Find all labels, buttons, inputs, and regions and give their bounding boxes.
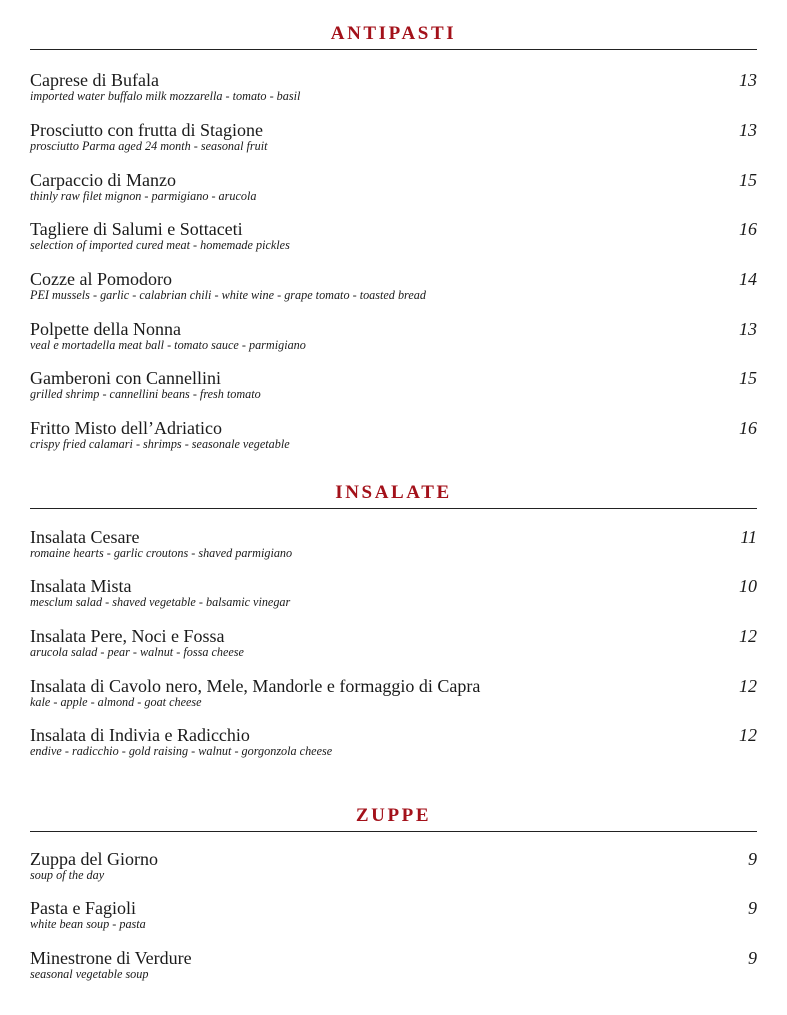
item-name: Insalata Mista: [30, 576, 132, 596]
item-name: Prosciutto con frutta di Stagione: [30, 120, 263, 140]
item-name: Carpaccio di Manzo: [30, 170, 176, 190]
item-price: 9: [748, 849, 757, 869]
menu-item: [30, 170, 757, 210]
menu-item: [30, 676, 757, 716]
menu-item: [30, 948, 757, 988]
section-divider: [30, 49, 757, 50]
item-description: endive - radicchio - gold raising - walnut - gorgonzola cheese: [30, 744, 333, 758]
item-price: 16: [739, 418, 757, 438]
item-name: Tagliere di Salumi e Sottaceti: [30, 219, 243, 239]
item-description: prosciutto Parma aged 24 month - seasonal fruit: [30, 139, 268, 153]
item-price: 16: [739, 219, 757, 239]
menu-item: [30, 626, 757, 666]
item-price: 11: [740, 527, 757, 547]
menu-item: [30, 576, 757, 616]
item-description: romaine hearts - garlic croutons - shaved parmigiano: [30, 546, 293, 560]
menu-item: [30, 849, 757, 889]
section-insalate: [30, 482, 757, 758]
item-description: arucola salad - pear - walnut - fossa cheese: [30, 645, 244, 659]
item-description: crispy fried calamari - shrimps - seasonale vegetable: [30, 437, 290, 451]
item-price: 12: [739, 626, 757, 646]
menu-item: [30, 269, 757, 309]
item-price: 10: [739, 576, 757, 596]
item-price: 13: [739, 319, 757, 339]
item-name: Gamberoni con Cannellini: [30, 368, 221, 388]
item-description: selection of imported cured meat - homemade pickles: [30, 238, 290, 252]
item-price: 13: [739, 70, 757, 90]
menu-item: [30, 319, 757, 359]
item-description: veal e mortadella meat ball - tomato sauce - parmigiano: [30, 338, 306, 352]
item-price: 13: [739, 120, 757, 140]
item-description: PEI mussels - garlic - calabrian chili - white wine - grape tomato - toasted bread: [30, 288, 426, 302]
section-title: ZUPPE: [355, 805, 432, 826]
menu-item: [30, 418, 757, 458]
item-description: seasonal vegetable soup: [30, 967, 149, 981]
item-name: Insalata di Cavolo nero, Mele, Mandorle e formaggio di Capra: [30, 676, 481, 696]
item-description: imported water buffalo milk mozzarella - tomato - basil: [30, 89, 301, 103]
menu-item: [30, 368, 757, 408]
item-name: Polpette della Nonna: [30, 319, 181, 339]
item-name: Minestrone di Verdure: [30, 948, 192, 968]
menu-item: [30, 725, 757, 765]
item-name: Insalata Pere, Noci e Fossa: [30, 626, 225, 646]
section-title: ANTIPASTI: [330, 23, 457, 44]
item-description: mesclum salad - shaved vegetable - balsamic vinegar: [30, 595, 291, 609]
item-description: soup of the day: [30, 868, 105, 882]
item-name: Zuppa del Giorno: [30, 849, 158, 869]
item-description: kale - apple - almond - goat cheese: [30, 695, 202, 709]
item-name: Insalata Cesare: [30, 527, 140, 547]
item-description: thinly raw filet mignon - parmigiano - arucola: [30, 189, 257, 203]
menu-item: [30, 219, 757, 259]
section-divider: [30, 508, 757, 509]
item-name: Fritto Misto dell’Adriatico: [30, 418, 222, 438]
item-price: 12: [739, 725, 757, 745]
item-description: grilled shrimp - cannellini beans - fresh tomato: [30, 387, 261, 401]
section-title: INSALATE: [335, 482, 452, 503]
menu-item: [30, 120, 757, 160]
item-price: 15: [739, 368, 757, 388]
item-name: Cozze al Pomodoro: [30, 269, 172, 289]
section-zuppe: [30, 805, 757, 981]
item-price: 15: [739, 170, 757, 190]
menu-item: [30, 70, 757, 110]
item-price: 12: [739, 676, 757, 696]
item-name: Pasta e Fagioli: [30, 898, 136, 918]
item-price: 9: [748, 898, 757, 918]
menu-item: [30, 898, 757, 938]
item-price: 9: [748, 948, 757, 968]
item-name: Insalata di Indivia e Radicchio: [30, 725, 250, 745]
section-divider: [30, 831, 757, 832]
item-price: 14: [739, 269, 757, 289]
item-name: Caprese di Bufala: [30, 70, 159, 90]
section-antipasti: [30, 23, 757, 451]
item-description: white bean soup - pasta: [30, 917, 146, 931]
menu-item: [30, 527, 757, 567]
